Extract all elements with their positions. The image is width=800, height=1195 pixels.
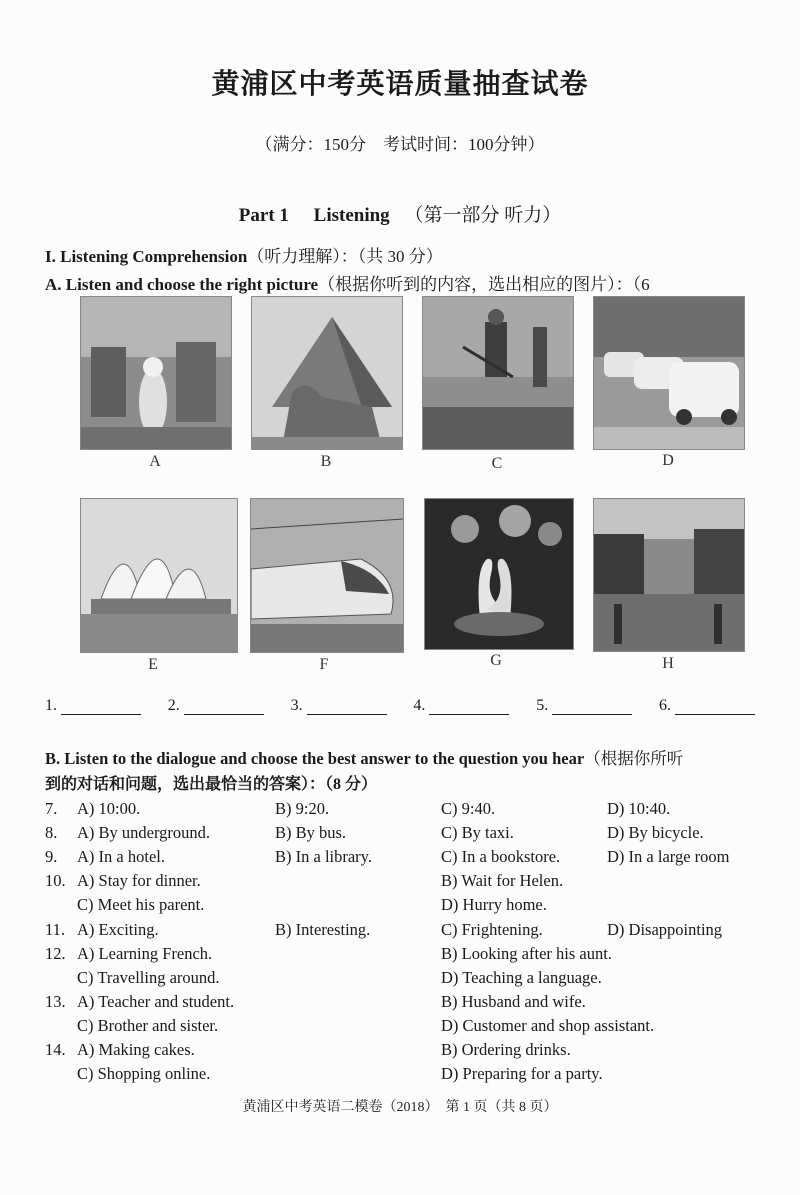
question-row xyxy=(45,1040,765,1064)
picture-c-tree-planting xyxy=(422,296,574,450)
part-label: Part 1 xyxy=(238,205,289,226)
option[interactable]: C) Shopping online. xyxy=(77,1064,211,1084)
section-a-cn: （根据你听到的内容，选出相应的图片）：（6 xyxy=(318,275,650,294)
picture-f-high-speed-train xyxy=(250,498,404,653)
option[interactable]: C) By taxi. xyxy=(441,823,514,843)
section-a-en: A. Listen and choose the right picture xyxy=(45,275,319,294)
question-number: 8. xyxy=(45,823,58,843)
option[interactable]: D) Customer and shop assistant. xyxy=(441,1015,655,1035)
section1-en: I. Listening Comprehension xyxy=(45,247,248,266)
option[interactable]: B) By bus. xyxy=(275,823,347,843)
section-b-cn: （根据你所听 xyxy=(584,749,684,768)
answer-blank-3[interactable]: 3. xyxy=(291,697,387,715)
question-number: 13. xyxy=(45,991,66,1011)
part-heading xyxy=(0,200,800,227)
option[interactable]: D) 10:40. xyxy=(607,799,671,818)
question-row xyxy=(45,823,765,847)
option[interactable]: A) Learning French. xyxy=(77,943,213,963)
picture-label-c: C xyxy=(491,455,503,472)
picture-e-sydney-opera-house xyxy=(80,498,238,653)
section-listening-comprehension xyxy=(45,242,443,267)
option[interactable]: C) Brother and sister. xyxy=(77,1015,219,1035)
option[interactable]: A) Making cakes. xyxy=(77,1040,195,1059)
picture-b-sphinx-pyramid xyxy=(251,296,403,450)
answer-blank-1[interactable]: 1. xyxy=(45,697,141,715)
picture-label-b: B xyxy=(320,453,332,470)
score-time-info: （满分：150分 考试时间：100分钟） xyxy=(255,135,545,154)
answer-blanks xyxy=(45,697,755,715)
section-b-heading-line2: 到的对话和问题，选出最恰当的答案）：（8 分） xyxy=(45,776,378,793)
part-name: Listening xyxy=(313,205,390,226)
option[interactable]: B) Ordering drinks. xyxy=(441,1040,571,1059)
answer-blank-6[interactable]: 6. xyxy=(659,697,755,715)
option[interactable]: C) In a bookstore. xyxy=(441,847,561,867)
option[interactable]: B) 9:20. xyxy=(275,799,330,818)
picture-d-self-driving-cars xyxy=(593,296,745,450)
question-number: 9. xyxy=(45,847,58,867)
section1-cn: （听力理解）：（共 30 分） xyxy=(247,247,443,266)
option[interactable]: B) In a library. xyxy=(275,847,372,867)
question-row xyxy=(45,847,765,871)
option[interactable]: B) Interesting. xyxy=(275,919,371,939)
picture-label-g: G xyxy=(490,652,502,669)
question-row xyxy=(45,895,765,919)
option[interactable]: D) Preparing for a party. xyxy=(441,1064,603,1084)
question-row xyxy=(45,968,765,992)
option[interactable]: D) Hurry home. xyxy=(441,895,547,915)
option[interactable]: A) By underground. xyxy=(77,823,211,843)
answer-blank-5[interactable]: 5. xyxy=(536,697,632,715)
option[interactable]: A) Exciting. xyxy=(77,919,159,939)
section-b-en: B. Listen to the dialogue and choose the best answer to the question you hear xyxy=(45,749,585,768)
part-cn: （第一部分 听力） xyxy=(404,205,562,226)
option[interactable]: D) Teaching a language. xyxy=(441,967,602,987)
question-number: 10. xyxy=(45,871,66,891)
section-b-heading xyxy=(45,745,683,769)
page-title: 黄浦区中考英语质量抽查试卷 xyxy=(211,67,589,100)
option[interactable]: A) Stay for dinner. xyxy=(77,871,201,891)
question-row xyxy=(45,871,765,895)
picture-g-swan-lanterns xyxy=(424,498,574,650)
question-number: 7. xyxy=(45,799,58,818)
option[interactable]: B) Wait for Helen. xyxy=(441,871,564,891)
option[interactable]: B) Husband and wife. xyxy=(441,991,586,1011)
question-number: 12. xyxy=(45,943,66,963)
option[interactable]: C) Frightening. xyxy=(441,919,543,939)
page-footer: 黄浦区中考英语二模卷（2018） 第 1 页（共 8 页） xyxy=(242,1100,558,1115)
picture-label-a: A xyxy=(149,453,161,470)
option[interactable]: A) Teacher and student. xyxy=(77,991,235,1011)
question-number: 11. xyxy=(45,919,66,939)
picture-label-f: F xyxy=(319,656,329,673)
picture-label-h: H xyxy=(662,655,674,672)
section-a-heading xyxy=(45,270,650,295)
option[interactable]: D) By bicycle. xyxy=(607,823,704,843)
answer-blank-2[interactable]: 2. xyxy=(168,697,264,715)
question-row xyxy=(45,1016,765,1040)
picture-a-robot-cafe xyxy=(80,296,232,450)
option[interactable]: A) 10:00. xyxy=(77,799,141,818)
answer-blank-4[interactable]: 4. xyxy=(413,697,509,715)
option[interactable]: C) Meet his parent. xyxy=(77,895,205,915)
picture-h-water-town-canal xyxy=(593,498,745,652)
question-row xyxy=(45,944,765,968)
question-row xyxy=(45,920,765,944)
option[interactable]: A) In a hotel. xyxy=(77,847,165,867)
picture-label-d: D xyxy=(662,452,674,469)
option[interactable]: D) Disappointing xyxy=(607,919,723,939)
question-row xyxy=(45,1064,765,1088)
question-number: 14. xyxy=(45,1040,66,1059)
option[interactable]: B) Looking after his aunt. xyxy=(441,943,612,963)
option[interactable]: C) Travelling around. xyxy=(77,967,220,987)
option[interactable]: D) In a large room xyxy=(607,847,730,867)
question-row xyxy=(45,992,765,1016)
picture-label-e: E xyxy=(148,656,158,673)
question-row xyxy=(45,799,765,823)
option[interactable]: C) 9:40. xyxy=(441,799,496,818)
